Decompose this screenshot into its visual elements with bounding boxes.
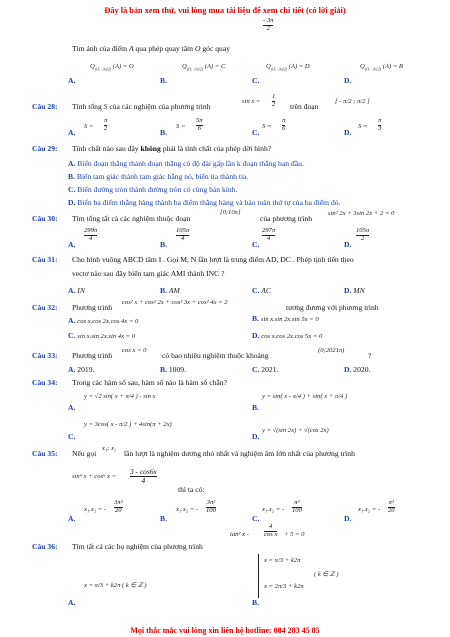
q30-opt-c-frac[interactable]: 297π 4 [262,227,276,242]
q35-opt-a-label[interactable]: A. [68,514,76,523]
q31-opt-d[interactable]: D. MN [344,286,365,295]
q34-opt-a-label[interactable]: A. [68,403,76,412]
q27-angle: - 3π 2 [263,17,274,32]
q36-opt-b-label[interactable]: B. [252,598,259,607]
q35-opt-d-lhs[interactable]: x₁.x₂ = - [358,506,381,513]
q35-opt-d-label[interactable]: D. [344,514,352,523]
q36-opt-b-k[interactable]: ( k ∈ ℤ ) [314,571,339,578]
q36-eq-rhs: + 5 = 0 [284,531,305,538]
q33-interval: (0;2021π) [318,347,345,354]
q30-opt-b-label[interactable]: B. [160,240,167,249]
q33-qmark: ? [368,351,372,360]
q31-opt-c[interactable]: C. AC [252,286,272,295]
q28-text3: trên đoạn [290,102,319,111]
q28-opt-a-lhs[interactable]: S = [84,123,94,130]
q33-opt-a[interactable]: A. 2019. [68,365,95,374]
q35-opt-d-frac[interactable]: π² 20 [388,499,395,514]
q28-text: Tính tổng S của các nghiệm của phương trình [72,102,211,111]
q34-number: Câu 34: [32,378,58,387]
q31-number: Câu 31: [32,255,58,264]
q35-opt-c-frac[interactable]: π² 100 [292,499,302,514]
q33-opt-d[interactable]: D. 2020. [344,365,371,374]
q34-opt-b-label[interactable]: B. [252,403,259,412]
q36-opt-b-brace [258,554,259,598]
q36-opt-a-label[interactable]: A. [68,598,76,607]
q34-opt-b[interactable]: y = sin( x - π/4 ) + sin( x + π/4 ) [262,393,348,400]
q30-text2: của phương trình [260,214,312,223]
q27-text: Tìm ảnh của điểm A qua phép quay tâm O góc quay [72,44,230,53]
q28-opt-d-lhs[interactable]: S = [358,123,368,130]
q32-equation: cos² x + cos² 2x + cos² 3x + cos² 4x = 2 [122,299,228,306]
q29-opt-a[interactable]: A. Biến đoạn thẳng thành đoạn thẳng có độ dài gấp lần k đoạn thẳng ban đầu. [68,159,304,168]
q31-opt-a[interactable]: A. IN [68,286,85,295]
q36-opt-a[interactable]: x = π/3 + k2π ( k ∈ ℤ ) [84,582,147,589]
q35-opt-a-lhs[interactable]: x₁.x₂ = - [84,506,107,513]
q30-opt-c-label[interactable]: C. [252,240,260,249]
q33-text2: có bao nhiêu nghiệm thuộc khoảng [162,351,269,360]
q35-eq-lhs: sin⁶ x + cos⁶ x = [72,473,117,480]
q36-eq-frac: 4 cos x [264,523,278,538]
q36-opt-b-line1[interactable]: x = π/3 + k2π [264,557,301,564]
q35-opt-c-lhs[interactable]: x₁.x₂ = - [262,506,285,513]
q33-opt-b[interactable]: B. 1009. [160,365,186,374]
q32-text: Phương trình [72,303,112,312]
q33-opt-c[interactable]: C. 2021. [252,365,279,374]
q28-eq-frac: 1 2 [272,93,276,108]
q27-opt-a-label[interactable]: A. [68,76,76,85]
q28-opt-d-frac[interactable]: π 3 [378,117,382,132]
preview-header: Đây là bản xem thử, vui lòng mua tài liệu để xem chi tiết (có lời giải) [104,6,346,15]
q33-number: Câu 33: [32,351,58,360]
q33-text: Phương trình [72,351,112,360]
q27-opt-b-label[interactable]: B. [160,76,167,85]
q32-opt-c[interactable]: C. sin x.sin 2x.sin 4x = 0 [68,331,136,340]
q27-opt-d[interactable]: $Q_{(O; -3\pi/2)}$ (A) = B [360,63,403,72]
q27-opt-b[interactable]: $Q_{(O; -3\pi/2)}$ (A) = C [182,63,226,72]
q35-number: Câu 35: [32,449,58,458]
q28-equation: sin x = [242,98,261,105]
q28-opt-a-frac[interactable]: π 2 [104,117,108,132]
q28-interval: [ - π/2 ; π/2 ] [335,98,370,105]
q28-number: Câu 28: [32,102,58,111]
q36-eq-lhs: tan² x - [230,531,249,538]
q29-text: Tính chất nào sau đây không phải là tính chất của phép dời hình? [72,144,272,153]
q28-opt-c-lhs[interactable]: S = [262,123,272,130]
q30-equation: sin² 2x + 3sin 2x + 2 = 0 [328,210,395,217]
q28-opt-b-frac[interactable]: 5π 6 [196,117,203,132]
q36-text: Tìm tất cả các họ nghiệm của phương trình [72,542,203,551]
hotline-footer: Mọi thắc mắc vui lòng xin liên hệ hotline: 084 283 45 85 [130,626,320,635]
q34-text: Trong các hàm số sau, hàm số nào là hàm số chẵn? [72,378,227,387]
q27-opt-a[interactable]: $Q_{(O; -3\pi/2)}$ (A) = O [90,63,134,72]
q36-opt-b-line2[interactable]: x = 2π/3 + k2π [264,583,304,590]
q30-opt-a-label[interactable]: A. [68,240,76,249]
q35-vars: x₁; x₂ [102,445,117,452]
q29-opt-c[interactable]: C. Biến đường tròn thành đường tròn có cùng bán kính. [68,185,238,194]
q28-opt-b-lhs[interactable]: S = [176,123,186,130]
q35-opt-b-frac[interactable]: 3π² 100 [206,499,216,514]
q35-text2: lần lượt là nghiệm dương nhỏ nhất và nghiệm âm lớn nhất của phương trình [124,449,355,458]
q35-opt-a-frac[interactable]: 3π² 20 [114,499,123,514]
q34-opt-c-label[interactable]: C. [68,432,76,441]
q35-eq-frac: 3 - cos6x 4 [130,467,157,485]
q31-line2: vectơ nào sau đây biến tam giác AMI thành INC ? [72,269,225,278]
q30-opt-a-frac[interactable]: 299π 4 [84,227,98,242]
q34-opt-a[interactable]: y = √2 sin( x + π/4 ) - sin x [84,393,156,400]
q36-number: Câu 36: [32,542,58,551]
q35-text3: thì ta có: [178,485,205,494]
q29-opt-b[interactable]: B. Biến tam giác thành tam giác bằng nó, biến tia thành tia. [68,172,249,181]
q28-opt-c-frac[interactable]: π 6 [282,117,286,132]
q28-opt-c-label[interactable]: C. [252,128,260,137]
q35-opt-c-label[interactable]: C. [252,514,260,523]
q29-opt-d[interactable]: D. Biến ba điểm thẳng hàng thành ba điểm thẳng hàng và bảo toàn thứ tự của ba điểm đó. [68,198,341,207]
q35-opt-b-lhs[interactable]: x₁.x₂ = - [176,506,199,513]
q32-opt-a[interactable]: A. cos x.cos 2x.cos 4x = 0 [68,316,139,325]
q30-number: Câu 30: [32,214,58,223]
q27-opt-c[interactable]: $Q_{(O; -3\pi/2)}$ (A) = D [266,63,310,72]
q34-opt-d[interactable]: y = √(sin 2x) + √(cos 2x) [262,427,329,434]
q30-opt-d-frac[interactable]: 105π 2 [356,227,370,242]
q30-opt-d-label[interactable]: D. [344,240,352,249]
q31-opt-b[interactable]: B. AM [160,286,180,295]
q32-number: Câu 32: [32,303,58,312]
q32-opt-b[interactable]: B. sin x.sin 2x.sin 5x = 0 [252,314,319,323]
q29-number: Câu 29: [32,144,58,153]
q28-opt-d-label[interactable]: D. [344,128,352,137]
q35-opt-b-label[interactable]: B. [160,514,167,523]
q32-opt-d[interactable]: D. cos x.cos 2x.cos 5x = 0 [252,331,323,340]
q30-interval: [0;10π] [220,209,241,216]
q34-opt-d-label[interactable]: D. [252,432,260,441]
q27-opt-c-label[interactable]: C. [252,76,260,85]
q27-opt-d-label[interactable]: D. [344,76,352,85]
q35-text: Nếu gọi [72,449,97,458]
q30-opt-b-frac[interactable]: 105π 4 [176,227,190,242]
q28-opt-b-label[interactable]: B. [160,128,167,137]
q34-opt-c[interactable]: y = 3cos( x - π/2 ) + 4sin(π + 2x) [84,421,172,428]
q30-text: Tìm tổng tất cả các nghiệm thuộc đoạn [72,214,191,223]
q32-text2: tương đương với phương trình [286,303,379,312]
q33-equation: cos x = 0 [122,347,147,354]
q28-opt-a-label[interactable]: A. [68,128,76,137]
q31-line1: Cho hình vuông ABCD tâm I . Gọi M, N lần lượt là trung điểm AD, DC . Phép tịnh tiến theo [72,255,354,264]
